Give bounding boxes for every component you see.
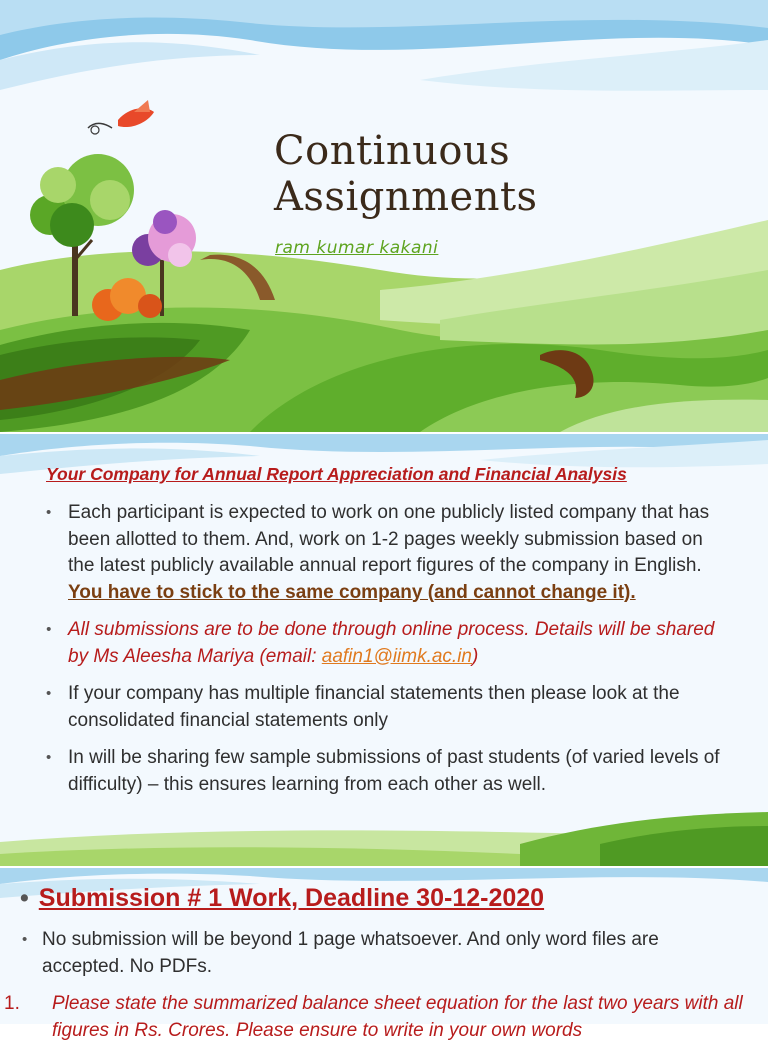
bullet-icon: •: [46, 621, 52, 638]
list-item: [44, 745, 724, 798]
author-name: ram kumar kakani: [275, 238, 439, 258]
title-slide: [0, 0, 768, 432]
closing-paren: ): [472, 645, 479, 667]
company-slide: [0, 434, 768, 866]
bullet-icon: •: [46, 749, 52, 766]
submission-slide: [0, 868, 768, 1041]
bird-illustration: [88, 100, 154, 134]
item-text: Please state the summarized balance sheet equation for the last two years with all figures in Rs. Crores. Please ensure to write in your own words: [52, 993, 743, 1041]
bullet-text: Each participant is expected to work on one publicly listed company that has been allotted to them. And, work on 1-2 pages weekly submission based on the latest publicly available annual report figures of the company in English.: [68, 502, 710, 576]
bullet-icon: •: [22, 931, 28, 948]
submission-heading: [20, 884, 544, 913]
emphasis-text: You have to stick to the same company (and cannot change it).: [68, 581, 636, 603]
list-item: [20, 926, 740, 980]
bullet-text: If your company has multiple financial statements then please look at the consolidated financial statements only: [68, 683, 680, 731]
list-item: [44, 681, 724, 734]
bullet-text: In will be sharing few sample submissions of past students (of varied levels of difficulty) – this ensures learning from each other as well.: [68, 747, 720, 795]
bullet-icon: •: [46, 504, 52, 521]
bullet-text: All submissions are to be done through online process. Details will be shared by Ms Aleesha Mariya (email:: [68, 619, 715, 667]
instruction-list: [44, 500, 724, 809]
section-heading: Your Company for Annual Report Appreciation and Financial Analysis: [46, 464, 627, 484]
bullet-icon: •: [46, 685, 52, 702]
slide-title: [274, 128, 654, 220]
item-number: 1.: [4, 993, 20, 1014]
list-item: [44, 500, 724, 606]
bullet-icon: •: [20, 884, 29, 912]
title-line-1: Continuous: [274, 128, 511, 174]
list-item: [44, 617, 724, 670]
submission-heading-text: Submission # 1 Work, Deadline 30-12-2020: [38, 884, 545, 912]
bullet-text: No submission will be beyond 1 page whatsoever. And only word files are accepted. No PDFs.: [42, 929, 659, 977]
title-line-2: Assignments: [274, 174, 538, 220]
email-link[interactable]: aafin1@iimk.ac.in: [321, 645, 473, 667]
numbered-item: [2, 990, 762, 1044]
